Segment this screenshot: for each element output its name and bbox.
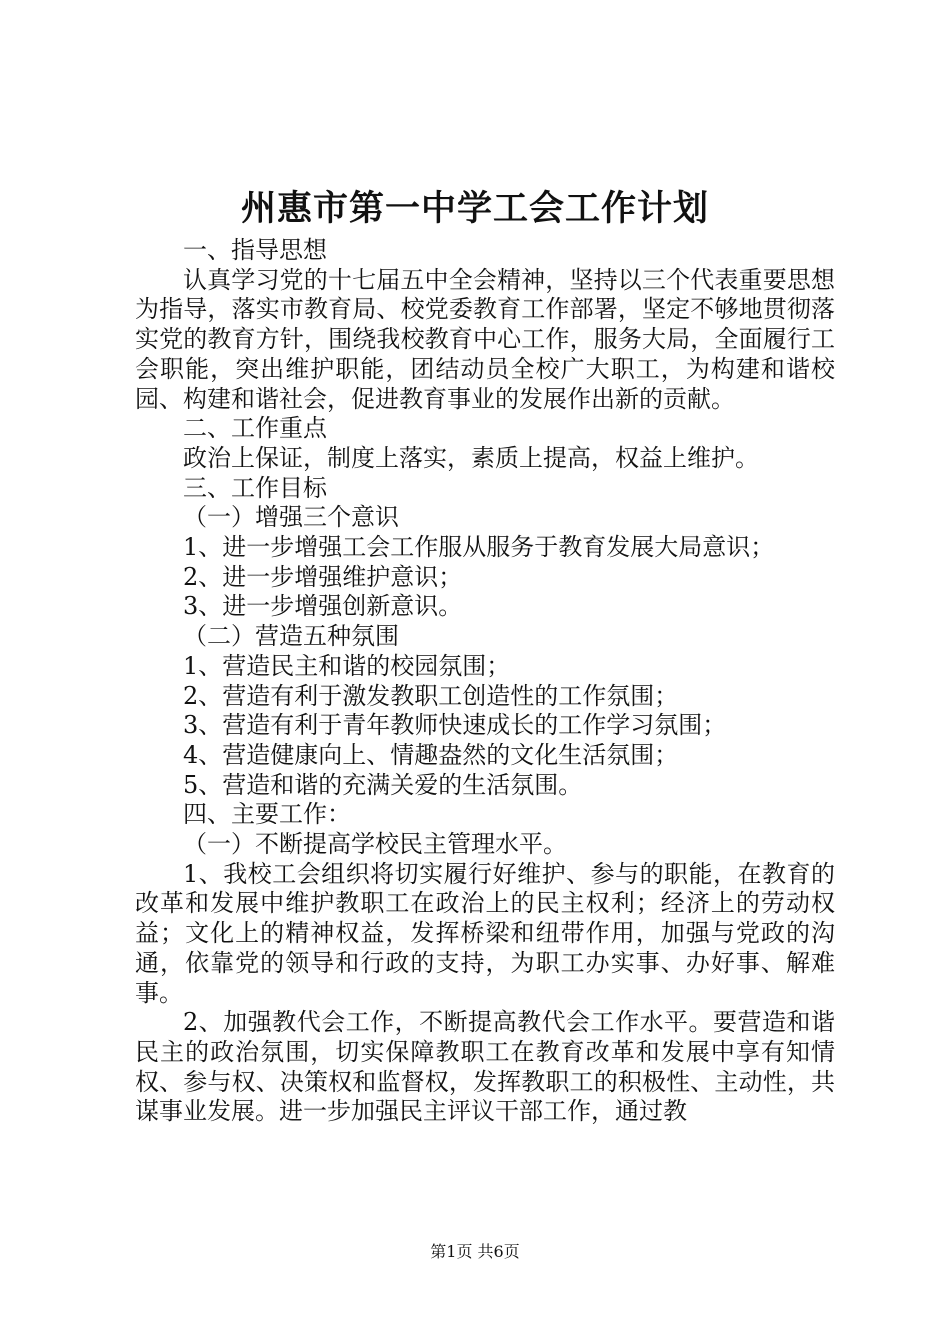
document-body (135, 236, 835, 1127)
document-title: 州惠市第一中学工会工作计划 (240, 188, 709, 229)
paragraph-work-focus: 政治上保证，制度上落实，素质上提高，权益上维护。 (183, 443, 759, 472)
list-item: 1、进一步增强工会工作服从服务于教育发展大局意识； (183, 533, 775, 562)
page-footer: 第1页 共6页 (430, 1242, 520, 1261)
paragraph-union-duties: 1、我校工会组织将切实履行好维护、参与的职能，在教育的改革和发展中维护教职工在政治上的民主权利；经济上的劳动权益；文化上的精神权益，发挥桥梁和纽带作用，加强与党政的沟通，依靠党的领导和行政的支持，为职工办实事、办好事、解难事。 (135, 859, 835, 1007)
list-item: 3、进一步增强创新意识。 (183, 592, 463, 621)
heading-guiding-ideology: 一、指导思想 (183, 236, 327, 264)
list-item: 4、营造健康向上、情趣盎然的文化生活氛围； (183, 740, 679, 769)
list-item: 5、营造和谐的充满关爱的生活氛围。 (183, 770, 583, 799)
list-item: 2、营造有利于激发教职工创造性的工作氛围； (183, 681, 679, 710)
list-item: 2、进一步增强维护意识； (183, 562, 463, 591)
subheading-three-awareness: （一）增强三个意识 (183, 503, 399, 532)
subheading-five-atmospheres: （二）营造五种氛围 (183, 622, 399, 651)
paragraph-guiding-ideology: 认真学习党的十七届五中全会精神，坚持以三个代表重要思想为指导，落实市教育局、校党委教育工作部署，坚定不够地贯彻落实党的教育方针，围绕我校教育中心工作，服务大局，全面履行工会职能，突出维护职能，团结动员全校广大职工，为构建和谐校园、构建和谐社会，促进教育事业的发展作出新的贡献。 (135, 265, 835, 413)
list-item: 1、营造民主和谐的校园氛围； (183, 651, 511, 680)
list-item: 3、营造有利于青年教师快速成长的工作学习氛围； (183, 711, 727, 740)
heading-work-focus: 二、工作重点 (183, 414, 327, 443)
heading-work-goals: 三、工作目标 (183, 473, 327, 502)
heading-main-work: 四、主要工作： (183, 800, 351, 829)
paragraph-staff-congress: 2、加强教代会工作，不断提高教代会工作水平。要营造和谐民主的政治氛围，切实保障教职工在教育改革和发展中享有知情权、参与权、决策权和监督权，发挥教职工的积极性、主动性，共谋事业发展。进一步加强民主评议干部工作，通过教 (135, 1008, 835, 1126)
subheading-democratic-management: （一）不断提高学校民主管理水平。 (183, 830, 567, 859)
